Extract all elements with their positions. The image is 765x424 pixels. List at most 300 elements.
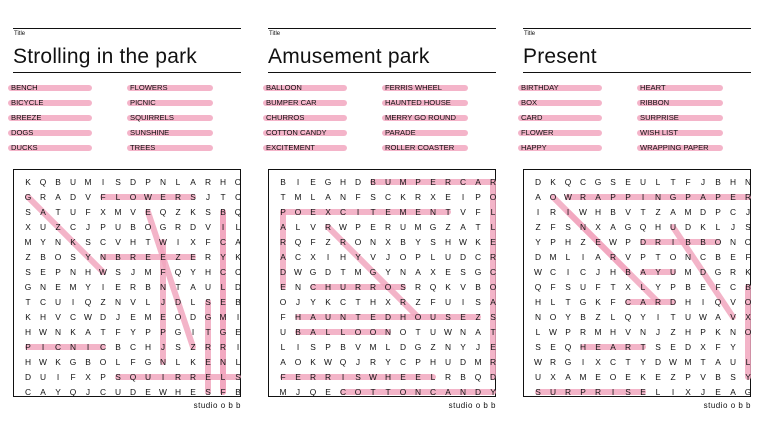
word-list-item xyxy=(385,83,442,93)
grid-letter: B xyxy=(685,282,691,292)
grid-letter: H xyxy=(39,312,47,322)
grid-letter: L xyxy=(430,252,436,262)
found-word-highlight xyxy=(145,212,193,347)
grid-letter: D xyxy=(669,297,677,307)
grid-letter: X xyxy=(745,312,751,322)
grid-letter: M xyxy=(144,267,152,277)
word-list-item xyxy=(640,113,679,123)
grid-letter: F xyxy=(685,177,691,187)
grid-letter: D xyxy=(174,297,182,307)
grid-letter: T xyxy=(655,252,661,262)
grid-letter: H xyxy=(144,342,152,352)
grid-letter: C xyxy=(384,192,392,202)
grid-letter: L xyxy=(655,387,661,397)
word-list xyxy=(13,83,241,159)
word-text: DUCKS xyxy=(11,143,38,152)
grid-letter: B xyxy=(400,237,406,247)
grid-letter: O xyxy=(234,177,242,187)
grid-letter: V xyxy=(460,282,466,292)
grid-letter: W xyxy=(564,192,572,202)
grid-letter: O xyxy=(174,312,182,322)
grid-letter: R xyxy=(399,297,407,307)
grid-letter: T xyxy=(610,282,616,292)
grid-letter: J xyxy=(160,342,166,352)
grid-letter: F xyxy=(355,192,361,202)
grid-letter: I xyxy=(191,327,195,337)
grid-letter: K xyxy=(25,177,31,187)
grid-letter: S xyxy=(490,312,496,322)
grid-letter: W xyxy=(324,357,332,367)
grid-letter: A xyxy=(475,327,481,337)
grid-letter: J xyxy=(700,177,706,187)
grid-letter: H xyxy=(684,297,692,307)
grid-letter: G xyxy=(24,282,32,292)
grid-letter: N xyxy=(69,342,77,352)
word-text: CHURROS xyxy=(266,113,305,122)
grid-letter: R xyxy=(129,252,137,262)
grid-letter: X xyxy=(430,267,436,277)
grid-letter: R xyxy=(654,237,662,247)
title-bottom-rule xyxy=(268,72,496,73)
word-list xyxy=(268,83,496,159)
grid-letter: P xyxy=(100,372,106,382)
grid-letter: B xyxy=(235,297,241,307)
grid-letter: X xyxy=(685,387,691,397)
grid-letter: L xyxy=(280,342,286,352)
grid-letter: P xyxy=(685,192,691,202)
grid-letter: A xyxy=(565,372,571,382)
word-list-item xyxy=(385,143,454,153)
grid-letter: N xyxy=(579,222,587,232)
grid-letter: E xyxy=(190,387,196,397)
grid-letter: E xyxy=(190,252,196,262)
grid-letter: T xyxy=(370,207,376,217)
title-top-rule xyxy=(523,28,751,29)
grid-letter: R xyxy=(489,252,497,262)
grid-letter: Y xyxy=(745,372,751,382)
grid-letter: R xyxy=(549,207,557,217)
grid-letter: K xyxy=(190,357,196,367)
grid-letter: F xyxy=(160,267,166,277)
grid-letter: U xyxy=(399,222,407,232)
grid-letter: F xyxy=(100,192,106,202)
grid-letter: O xyxy=(354,327,362,337)
grid-letter: L xyxy=(220,282,226,292)
grid-letter: E xyxy=(550,342,556,352)
grid-letter: C xyxy=(69,222,77,232)
grid-letter: M xyxy=(354,267,362,277)
grid-letter: Q xyxy=(564,177,572,187)
grid-letter: U xyxy=(684,312,692,322)
grid-letter: C xyxy=(399,357,407,367)
grid-letter: I xyxy=(56,372,60,382)
grid-letter: N xyxy=(339,312,347,322)
grid-letter: V xyxy=(370,252,376,262)
word-text: MERRY GO ROUND xyxy=(385,113,457,122)
grid-letter: B xyxy=(370,177,376,187)
grid-letter: Y xyxy=(640,312,646,322)
grid-letter: L xyxy=(235,357,241,367)
grid-letter: P xyxy=(625,237,631,247)
grid-letter: S xyxy=(25,267,31,277)
grid-letter: O xyxy=(669,252,677,262)
grid-letter: Z xyxy=(175,207,181,217)
grid-letter: T xyxy=(280,192,286,202)
grid-letter: A xyxy=(40,207,46,217)
grid-letter: Z xyxy=(670,327,676,337)
word-text: TREES xyxy=(130,143,156,152)
grid-letter: O xyxy=(414,312,422,322)
grid-letter: P xyxy=(670,282,676,292)
grid-letter: E xyxy=(640,387,646,397)
grid-letter: Z xyxy=(595,312,601,322)
grid-letter: I xyxy=(176,237,180,247)
word-list-item xyxy=(266,83,302,93)
grid-letter: Z xyxy=(655,207,661,217)
grid-letter: A xyxy=(235,237,241,247)
grid-letter: C xyxy=(339,387,347,397)
grid-letter: R xyxy=(369,282,377,292)
grid-letter: A xyxy=(610,342,616,352)
word-text: SUNSHINE xyxy=(130,128,170,137)
grid-letter: D xyxy=(699,207,707,217)
grid-letter: U xyxy=(444,252,452,262)
grid-letter: T xyxy=(370,387,376,397)
grid-letter: Y xyxy=(460,342,466,352)
grid-letter: W xyxy=(159,237,167,247)
grid-letter: J xyxy=(595,267,601,277)
word-text: HAUNTED HOUSE xyxy=(385,98,451,107)
grid-letter: R xyxy=(549,357,557,367)
grid-letter: R xyxy=(444,372,452,382)
grid-letter: F xyxy=(595,282,601,292)
grid-letter: U xyxy=(669,222,677,232)
word-text: PARADE xyxy=(385,128,416,137)
grid-letter: F xyxy=(205,237,211,247)
grid-letter: U xyxy=(69,207,77,217)
grid-letter: U xyxy=(429,312,437,322)
grid-letter: L xyxy=(115,357,121,367)
grid-letter: I xyxy=(101,177,105,187)
grid-letter: M xyxy=(399,207,407,217)
grid-letter: A xyxy=(190,177,196,187)
grid-letter: G xyxy=(174,327,182,337)
title-label: Title xyxy=(269,31,281,37)
word-list-item xyxy=(640,83,666,93)
grid-letter: L xyxy=(175,177,181,187)
grid-letter: R xyxy=(339,237,347,247)
grid-letter: C xyxy=(99,387,107,397)
grid-letter: W xyxy=(159,387,167,397)
grid-letter: J xyxy=(130,267,136,277)
grid-letter: C xyxy=(234,267,242,277)
grid-letter: Q xyxy=(534,282,542,292)
grid-letter: G xyxy=(24,192,32,202)
word-text: COTTON CANDY xyxy=(266,128,327,137)
grid-letter: Y xyxy=(85,282,91,292)
grid-letter: P xyxy=(145,177,151,187)
grid-letter: J xyxy=(655,327,661,337)
grid-letter: V xyxy=(460,207,466,217)
grid-letter: A xyxy=(325,192,331,202)
grid-letter: G xyxy=(414,342,422,352)
grid-letter: O xyxy=(549,312,557,322)
grid-letter: O xyxy=(714,237,722,247)
grid-letter: E xyxy=(160,192,166,202)
grid-letter: R xyxy=(324,222,332,232)
grid-letter: N xyxy=(54,237,62,247)
grid-letter: Y xyxy=(490,387,496,397)
grid-letter: E xyxy=(730,192,736,202)
grid-letter: T xyxy=(175,282,181,292)
grid-letter: W xyxy=(39,357,47,367)
title-bottom-rule xyxy=(13,72,241,73)
grid-letter: G xyxy=(324,177,332,187)
grid-letter: T xyxy=(475,222,481,232)
grid-letter: S xyxy=(85,237,91,247)
grid-letter: K xyxy=(310,357,316,367)
grid-letter: O xyxy=(294,207,302,217)
grid-letter: K xyxy=(55,357,61,367)
grid-letter: I xyxy=(566,267,570,277)
grid-letter: H xyxy=(339,177,347,187)
word-text: BREEZE xyxy=(11,113,42,122)
grid-letter: Y xyxy=(655,282,661,292)
grid-letter: R xyxy=(204,177,212,187)
grid-letter: X xyxy=(100,207,106,217)
grid-letter: S xyxy=(565,222,571,232)
grid-letter: U xyxy=(339,282,347,292)
grid-letter: B xyxy=(220,207,226,217)
grid-letter: H xyxy=(444,237,452,247)
grid-letter: F xyxy=(550,222,556,232)
grid-letter: I xyxy=(671,237,675,247)
grid-letter: T xyxy=(220,192,226,202)
grid-letter: G xyxy=(369,267,377,277)
grid-letter: R xyxy=(579,192,587,202)
grid-letter: O xyxy=(489,282,497,292)
grid-letter: U xyxy=(144,372,152,382)
grid-letter: R xyxy=(654,297,662,307)
grid-letter: Q xyxy=(714,297,722,307)
grid-letter: Q xyxy=(339,357,347,367)
grid-letter: Y xyxy=(40,237,46,247)
grid-letter: A xyxy=(280,252,286,262)
word-list-item xyxy=(266,113,304,123)
grid-letter: G xyxy=(714,267,722,277)
brand-mark: studio o b b xyxy=(703,401,751,410)
grid-letter: C xyxy=(219,237,227,247)
grid-letter: N xyxy=(159,282,167,292)
grid-letter: S xyxy=(370,192,376,202)
grid-letter: U xyxy=(639,177,647,187)
grid-letter: V xyxy=(130,297,136,307)
grid-letter: G xyxy=(69,357,77,367)
grid-letter: N xyxy=(534,312,542,322)
word-text: WRAPPING PAPER xyxy=(640,143,709,152)
grid-letter: G xyxy=(744,387,752,397)
grid-letter: J xyxy=(85,222,91,232)
grid-letter: R xyxy=(39,192,47,202)
grid-letter: D xyxy=(684,342,692,352)
grid-letter: L xyxy=(295,222,301,232)
grid-letter: D xyxy=(534,252,542,262)
grid-letter: Y xyxy=(655,267,661,277)
grid-letter: W xyxy=(444,327,452,337)
grid-letter: A xyxy=(40,387,46,397)
grid-letter: T xyxy=(565,297,571,307)
grid-letter: Y xyxy=(130,327,136,337)
word-list-item xyxy=(640,143,709,153)
grid-letter: L xyxy=(610,312,616,322)
grid-letter: L xyxy=(175,357,181,367)
grid-letter: B xyxy=(685,237,691,247)
word-text: CARD xyxy=(521,113,543,122)
grid-letter: E xyxy=(55,282,61,292)
grid-letter: Q xyxy=(639,222,647,232)
grid-letter: R xyxy=(279,237,287,247)
grid-letter: A xyxy=(310,327,316,337)
grid-letter: T xyxy=(445,207,451,217)
grid-letter: V xyxy=(115,237,121,247)
grid-letter: M xyxy=(684,357,692,367)
grid-letter: K xyxy=(400,192,406,202)
grid-letter: E xyxy=(40,267,46,277)
grid-letter: U xyxy=(669,267,677,277)
grid-letter: R xyxy=(174,372,182,382)
grid-letter: X xyxy=(310,252,316,262)
grid-letter: U xyxy=(579,282,587,292)
grid-letter: U xyxy=(429,327,437,337)
grid-letter: Q xyxy=(294,237,302,247)
grid-letter: H xyxy=(324,282,332,292)
word-text: BUMPER CAR xyxy=(266,98,317,107)
grid-letter: D xyxy=(324,267,332,277)
grid-letter: D xyxy=(489,372,497,382)
grid-letter: N xyxy=(294,282,302,292)
grid-letter: R xyxy=(564,387,572,397)
grid-letter: E xyxy=(415,207,421,217)
grid-letter: F xyxy=(70,372,76,382)
grid-letter: I xyxy=(71,297,75,307)
grid-letter: L xyxy=(745,357,751,367)
grid-letter: S xyxy=(445,312,451,322)
grid-letter: T xyxy=(490,327,496,337)
grid-letter: W xyxy=(294,267,302,277)
grid-letter: J xyxy=(160,297,166,307)
grid-letter: E xyxy=(655,372,661,382)
grid-letter: F xyxy=(280,312,286,322)
puzzle-title: Amusement park xyxy=(268,45,430,68)
word-list-item xyxy=(11,83,38,93)
grid-letter: E xyxy=(160,252,166,262)
grid-letter: C xyxy=(474,252,482,262)
grid-letter: B xyxy=(130,222,136,232)
grid-letter: O xyxy=(549,192,557,202)
grid-letter: T xyxy=(145,237,151,247)
grid-letter: K xyxy=(70,237,76,247)
grid-letter: C xyxy=(39,297,47,307)
grid-letter: Z xyxy=(415,297,421,307)
word-list-item xyxy=(266,98,317,108)
word-list-item xyxy=(521,83,559,93)
grid-letter: U xyxy=(534,372,542,382)
grid-letter: K xyxy=(70,327,76,337)
grid-letter: C xyxy=(429,387,437,397)
word-list-item xyxy=(266,128,327,138)
grid-letter: S xyxy=(355,372,361,382)
grid-letter: L xyxy=(655,177,661,187)
grid-letter: E xyxy=(130,312,136,322)
grid-letter: R xyxy=(414,192,422,202)
grid-letter: O xyxy=(294,357,302,367)
grid-letter: H xyxy=(24,357,32,367)
grid-letter: N xyxy=(99,252,107,262)
grid-letter: R xyxy=(729,267,737,277)
grid-letter: I xyxy=(701,297,705,307)
grid-letter: P xyxy=(715,207,721,217)
grid-letter: O xyxy=(99,357,107,367)
word-text: FERRIS WHEEL xyxy=(385,83,442,92)
grid-letter: P xyxy=(475,192,481,202)
grid-letter: O xyxy=(279,297,287,307)
grid-letter: U xyxy=(279,327,287,337)
grid-letter: C xyxy=(69,312,77,322)
grid-letter: V xyxy=(730,312,736,322)
word-text: BALLOON xyxy=(266,83,302,92)
grid-letter: C xyxy=(579,267,587,277)
grid-letter: H xyxy=(654,222,662,232)
grid-letter: U xyxy=(549,387,557,397)
grid-letter: I xyxy=(236,312,240,322)
grid-letter: E xyxy=(115,282,121,292)
grid-letter: H xyxy=(174,387,182,397)
grid-letter: W xyxy=(609,237,617,247)
grid-letter: D xyxy=(234,282,242,292)
grid-letter: E xyxy=(310,207,316,217)
grid-letter: P xyxy=(415,357,421,367)
grid-letter: M xyxy=(594,327,602,337)
grid-letter: G xyxy=(624,222,632,232)
word-list-item xyxy=(385,128,416,138)
grid-letter: J xyxy=(745,207,751,217)
grid-letter: I xyxy=(161,372,165,382)
grid-letter: H xyxy=(534,297,542,307)
grid-letter: T xyxy=(670,177,676,187)
grid-letter: F xyxy=(715,342,721,352)
grid-letter: S xyxy=(745,222,751,232)
grid-letter: N xyxy=(54,327,62,337)
puzzle-panel-amusement xyxy=(268,0,496,424)
grid-letter: C xyxy=(699,252,707,262)
grid-letter: K xyxy=(190,207,196,217)
grid-letter: A xyxy=(640,267,646,277)
grid-letter: Y xyxy=(190,267,196,277)
grid-letter: N xyxy=(159,357,167,367)
grid-letter: M xyxy=(114,207,122,217)
grid-letter: X xyxy=(85,372,91,382)
grid-letter: D xyxy=(684,222,692,232)
grid-letter: N xyxy=(729,237,737,247)
grid-letter: L xyxy=(565,252,571,262)
grid-letter: V xyxy=(625,207,631,217)
word-list-item xyxy=(640,98,669,108)
grid-letter: X xyxy=(625,282,631,292)
grid-letter: O xyxy=(384,282,392,292)
grid-letter: T xyxy=(355,297,361,307)
grid-letter: M xyxy=(144,312,152,322)
word-text: RIBBON xyxy=(640,98,670,107)
